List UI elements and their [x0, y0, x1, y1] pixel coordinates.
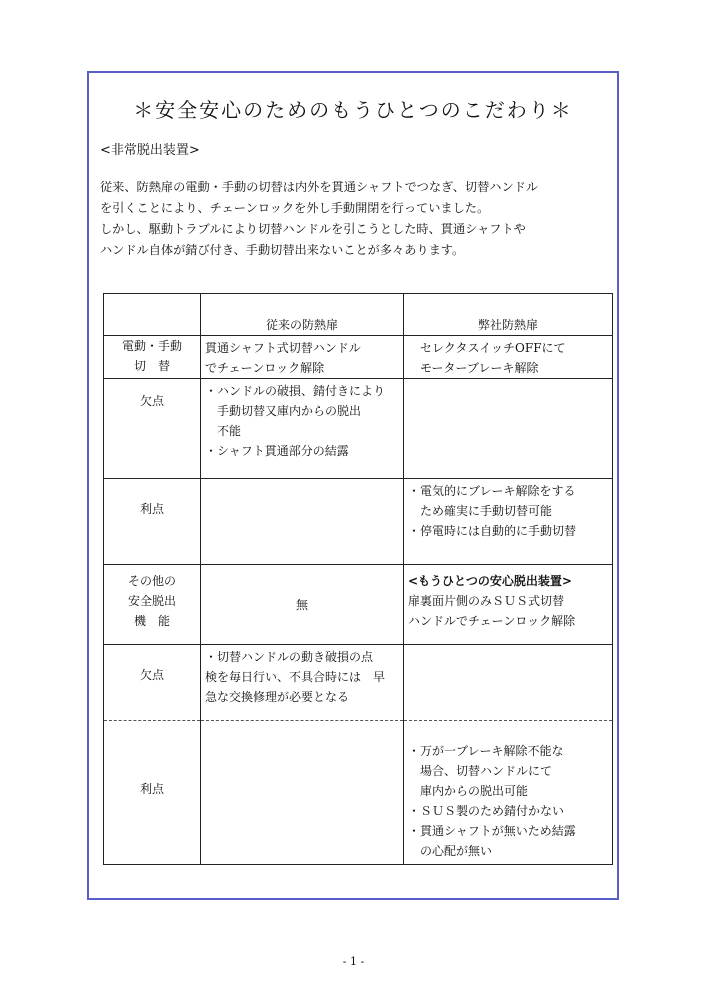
label-line: その他の [127, 574, 176, 588]
list-item: ・電気的にブレーキ解除をする ため確実に手動切替可能 [408, 484, 576, 518]
cell-line: モーターブレーキ解除 [420, 361, 539, 375]
escape-conventional: 無 [201, 565, 404, 645]
label-line: 切 替 [133, 359, 170, 373]
table-row-switch-cons [104, 379, 613, 479]
row-label-cons: 欠点 [104, 379, 201, 479]
row-label-cons: 欠点 [104, 645, 201, 721]
escape-ours [404, 565, 613, 645]
intro-line: 従来、防熱扉の電動・手動の切替は内外を貫通シャフトでつなぎ、切替ハンドル [100, 180, 539, 194]
list-item: ・停電時には自動的に手動切替 [408, 524, 577, 538]
intro-line: を引くことにより、チェーンロックを外し手動開閉を行っていました。 [100, 201, 490, 215]
cell-line: 検を毎日行い、不具合時には 早 [205, 670, 386, 684]
escape-pros-conventional [201, 721, 404, 865]
switch-cons-ours [404, 379, 613, 479]
page-title: ＊安全安心のためのもうひとつのこだわり＊ [133, 98, 573, 122]
switch-pros-ours [404, 479, 613, 565]
switch-conventional [201, 336, 404, 379]
intro-paragraph [100, 177, 615, 261]
switch-cons-conventional [201, 379, 404, 479]
cell-line: 貫通シャフト式切替ハンドル [205, 341, 361, 355]
label-line: 安全脱出 [127, 594, 176, 608]
cell-line: 扉裏面片側のみＳＵＳ式切替 [408, 594, 565, 608]
comparison-table [103, 293, 613, 865]
cell-line: でチェーンロック解除 [205, 361, 325, 375]
table-row-switch [104, 336, 613, 379]
cell-line: <もうひとつの安心脱出装置> [408, 574, 572, 588]
table-row-escape-cons [104, 645, 613, 721]
escape-cons-ours [404, 645, 613, 721]
page-frame [87, 71, 619, 900]
list-item: ・貫通シャフトが無いため結露 の心配が無い [408, 824, 576, 858]
table-row-escape [104, 565, 613, 645]
label-line: 電動・手動 [121, 339, 182, 353]
header-conventional: 従来の防熱扉 [201, 294, 404, 336]
row-label-pros: 利点 [104, 721, 201, 865]
cell-line: ハンドルでチェーンロック解除 [408, 614, 576, 628]
cell-line: 急な交換修理が必要となる [205, 690, 350, 704]
label-line: 機 能 [133, 614, 170, 628]
table-header-row [104, 294, 613, 336]
header-empty [104, 294, 201, 336]
intro-line: ハンドル自体が錆び付き、手動切替出来ないことが多々あります。 [100, 243, 465, 257]
switch-ours [404, 336, 613, 379]
list-item: ・万が一ブレーキ解除不能な 場合、切替ハンドルにて 庫内からの脱出可能 [408, 744, 564, 798]
switch-pros-conventional [201, 479, 404, 565]
escape-pros-ours [404, 721, 613, 865]
list-item: ・シャフト貫通部分の結露 [205, 444, 349, 458]
table-row-escape-pros [104, 721, 613, 865]
table-row-switch-pros [104, 479, 613, 565]
escape-cons-conventional [201, 645, 404, 721]
row-label-switch [104, 336, 201, 379]
cell-line: セレクタスイッチOFFにて [420, 341, 566, 355]
page-number: - 1 - [342, 955, 365, 968]
row-label-escape [104, 565, 201, 645]
list-item: ・ハンドルの破損、錆付きにより 手動切替又庫内からの脱出 不能 [205, 384, 386, 438]
header-ours: 弊社防熱扉 [404, 294, 613, 336]
row-label-pros: 利点 [104, 479, 201, 565]
cell-line: ・切替ハンドルの動き破損の点 [205, 650, 374, 664]
section-label: <非常脱出装置> [100, 143, 200, 158]
intro-line: しかし、駆動トラブルにより切替ハンドルを引こうとした時、貫通シャフトや [100, 222, 526, 236]
list-item: ・ＳＵＳ製のため錆付かない [408, 804, 565, 818]
